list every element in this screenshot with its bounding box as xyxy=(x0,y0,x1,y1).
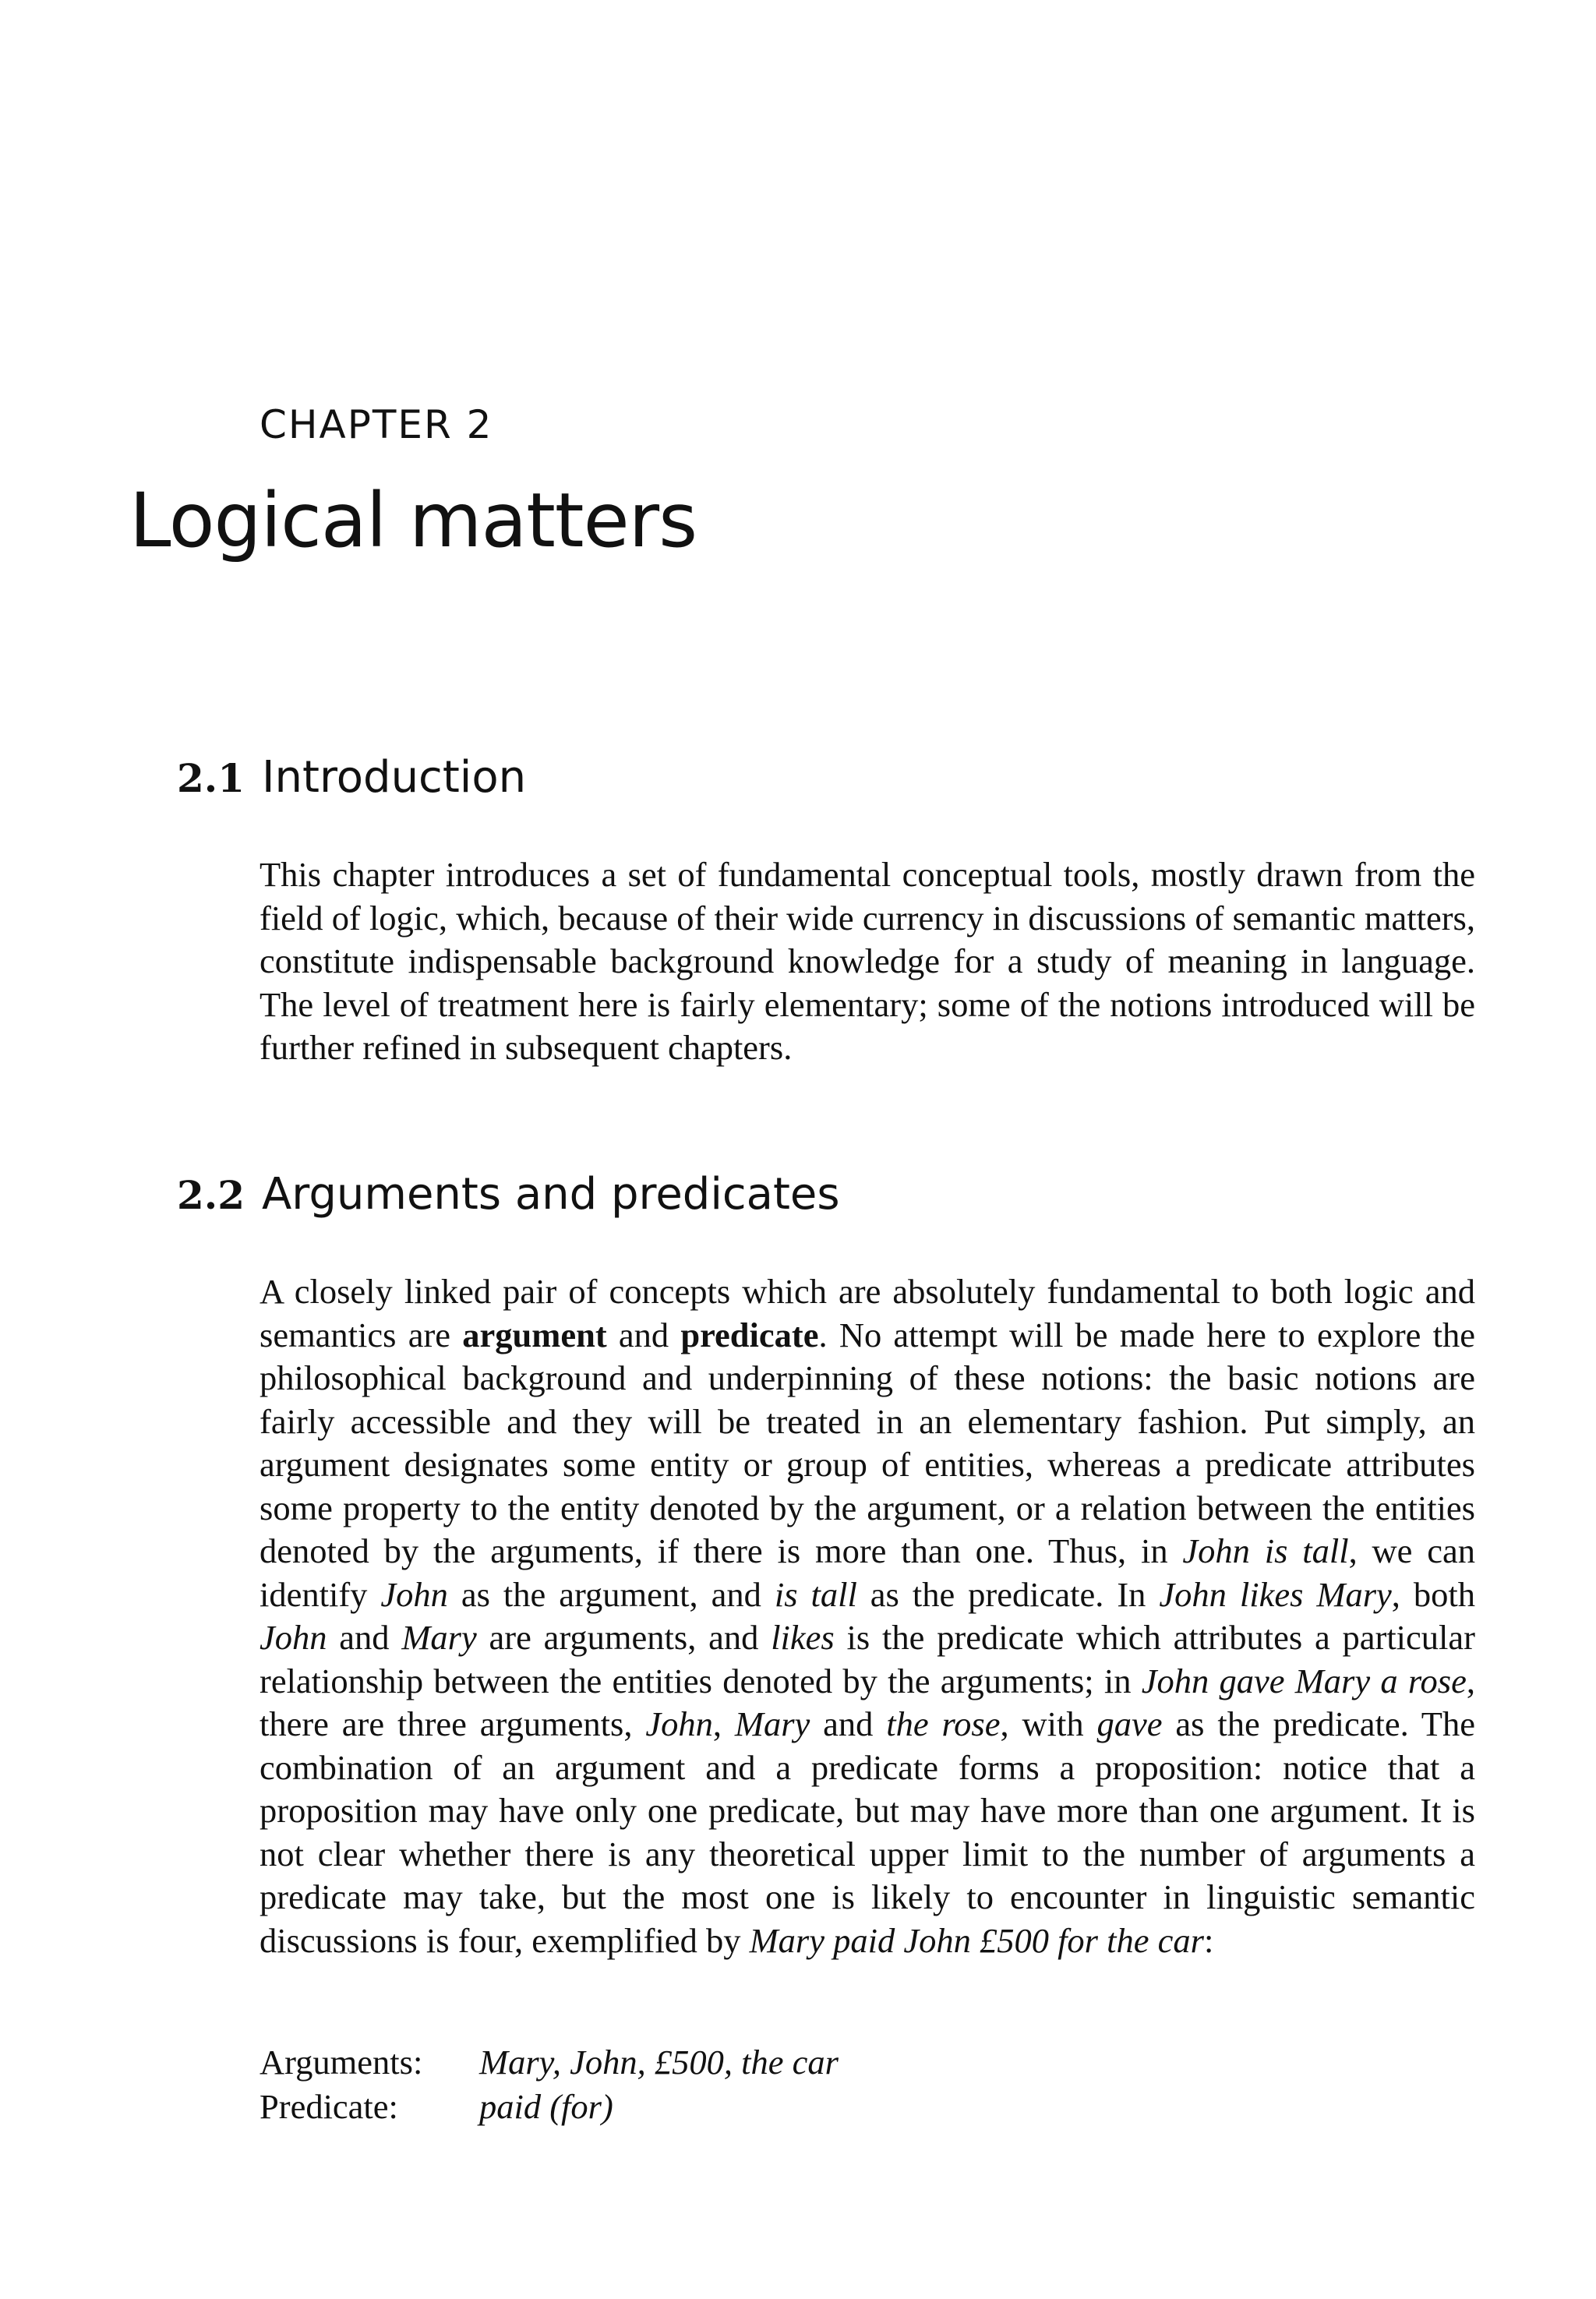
example-row-arguments xyxy=(260,2040,839,2085)
predicate-value: paid (for) xyxy=(479,2087,613,2126)
predicate-label: Predicate: xyxy=(260,2087,398,2126)
text-run: and xyxy=(810,1704,887,1743)
text-run: , xyxy=(712,1704,735,1743)
term-argument: argument xyxy=(462,1315,607,1354)
example-phrase: the rose xyxy=(886,1704,1001,1743)
text-run: and xyxy=(327,1618,402,1657)
text-run: as the predicate. In xyxy=(856,1574,1160,1614)
chapter-title: Logical matters xyxy=(129,477,697,564)
text-run: : xyxy=(1203,1920,1214,1960)
section-heading-introduction xyxy=(177,752,527,803)
text-run: as the argument, and xyxy=(447,1574,775,1614)
text-run: , both xyxy=(1391,1574,1475,1614)
example-phrase: Mary xyxy=(734,1704,810,1743)
text-run: A closely linked pair of concepts which are absolutely fundamental to both logic and semantics are xyxy=(260,1272,1475,1354)
text-run: , there are three arguments, xyxy=(260,1661,1475,1743)
introduction-paragraph: This chapter introduces a set of fundamental conceptual tools, mostly drawn from the field of logic, which, because of their wide currency in discussions of semantic matters, constitute indispensable background knowledge for a study of meaning in language. The level of treatment here is fairly elementary; some of the notions introduced will be further refined in subsequent chapters. xyxy=(260,855,1475,1067)
section-title: Introduction xyxy=(262,752,527,803)
text-run: , with xyxy=(1000,1704,1097,1743)
text-run: and xyxy=(606,1315,681,1354)
chapter-label: CHAPTER 2 xyxy=(260,402,493,447)
arguments-value: Mary, John, £500, the car xyxy=(479,2043,839,2082)
section-number: 2.2 xyxy=(177,1172,245,1218)
text-run: . No attempt will be made here to explore the philosophical background and underpinning of these notions: the basic notions are fairly accessible and they will be treated in an elementary fashion. Put simply, an argument designates some entity or group of entities, whereas a predicate attributes some property to the entity denoted by the argument, or a relation between the entities denoted by the arguments, if there is more than one. Thus, in xyxy=(260,1315,1475,1570)
arguments-label: Arguments: xyxy=(260,2043,423,2082)
example-phrase: Mary paid John £500 for the car xyxy=(749,1920,1204,1960)
text-run: are arguments, and xyxy=(476,1618,772,1657)
example-phrase: John likes Mary xyxy=(1159,1574,1392,1614)
section-heading-arguments-and-predicates xyxy=(177,1169,840,1220)
example-phrase: likes xyxy=(771,1618,835,1657)
example-phrase: Mary xyxy=(401,1618,477,1657)
section-number: 2.1 xyxy=(177,755,245,801)
text-run: is the predicate which attributes a particular relationship between the entities denoted by the arguments; in xyxy=(260,1618,1475,1700)
text-run: as the predicate. The combination of an argument and a predicate forms a proposition: notice that a proposition may have only one predicate, but may have more than one argument. It is not clear whether there is any theoretical upper limit to the number of arguments a predicate may take, but the most one is likely to encounter in linguistic semantic discussions is four, exemplified by xyxy=(260,1704,1475,1960)
example-row-predicate xyxy=(260,2085,839,2129)
example-phrase: John is tall xyxy=(1182,1531,1349,1570)
example-phrase: John xyxy=(645,1704,713,1743)
example-phrase: John gave Mary a rose xyxy=(1141,1661,1467,1700)
arguments-paragraph xyxy=(260,1270,1475,1962)
example-phrase: is tall xyxy=(774,1574,857,1614)
section-title: Arguments and predicates xyxy=(262,1169,840,1220)
argument-predicate-example xyxy=(260,2040,839,2129)
example-phrase: John xyxy=(380,1574,448,1614)
term-predicate: predicate xyxy=(680,1315,819,1354)
example-phrase: John xyxy=(260,1618,327,1657)
text-run: , we can identify xyxy=(260,1531,1475,1614)
example-phrase: gave xyxy=(1096,1704,1163,1743)
